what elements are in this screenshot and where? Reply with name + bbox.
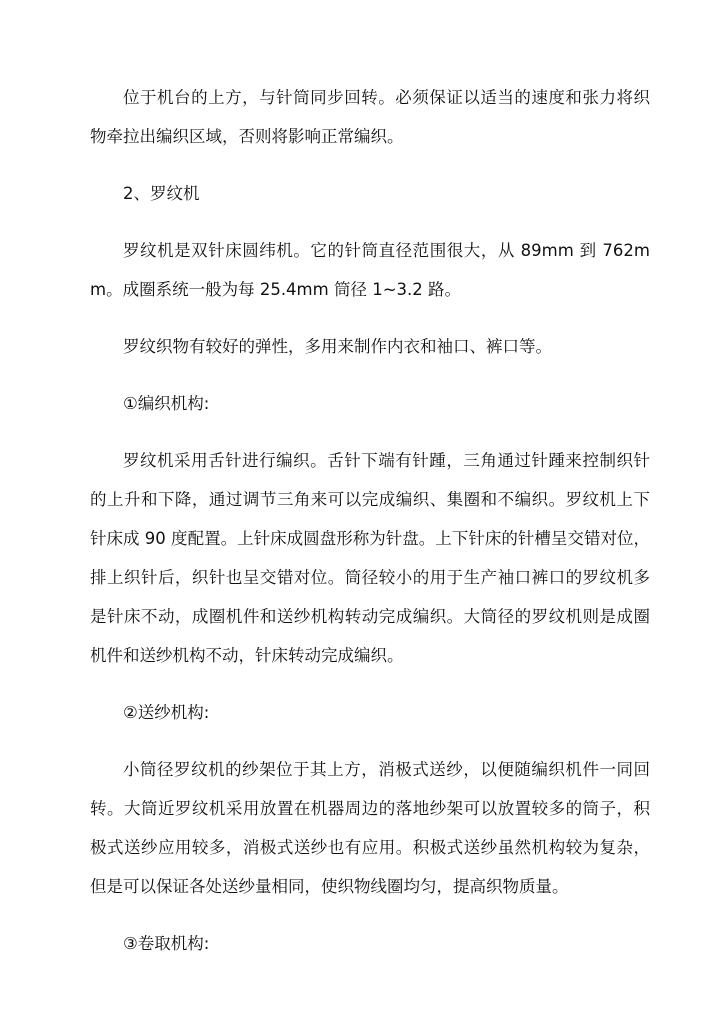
section-heading-rib-machine: 2、罗纹机 [123,184,200,203]
document-body [90,78,650,963]
paragraph-take-up-continuation: 位于机台的上方，与针筒同步回转。必须保证以适当的速度和张力将织物牵拉出编织区域，否则将影响正常编织。 [90,88,650,146]
subheading-take-up: ③卷取机构: [123,934,210,953]
paragraph-yarn-feeding: 小筒径罗纹机的纱架位于其上方，消极式送纱，以便随编织机件一同回转。大筒近罗纹机采用放置在机器周边的落地纱架可以放置较多的筒子，积极式送纱应用较多，消极式送纱也有应用。积极式送纱虽然机构较为复杂，但是可以保证各处送纱量相同，使织物线圈均匀，提高织物质量。 [90,760,650,896]
paragraph-rib-machine-intro: 罗纹机是双针床圆纬机。它的针筒直径范围很大，从 89mm 到 762mm。成圈系统一般为每 25.4mm 筒径 1~3.2 路。 [90,241,650,299]
subheading-yarn-feeding: ②送纱机构: [123,703,210,722]
subheading-knitting-mechanism: ①编织机构: [123,394,210,413]
paragraph-rib-fabric: 罗纹织物有较好的弹性，多用来制作内衣和袖口、裤口等。 [123,337,552,356]
paragraph-knitting-mechanism: 罗纹机采用舌针进行编织。舌针下端有针踵，三角通过针踵来控制织针的上升和下降，通过调节三角来可以完成编织、集圈和不编织。罗纹机上下针床成 90 度配置。上针床成圆盘形称为针盘。上下针床的针槽呈交错对位，排上织针后，织针也呈交错对位。筒径较小的用于生产袖口裤口的罗纹机多是针床不动，成圈机件和送纱机构转动完成编织。大筒径的罗纹机则是成圈机件和送纱机构不动，针床转动完成编织。 [90,451,650,665]
